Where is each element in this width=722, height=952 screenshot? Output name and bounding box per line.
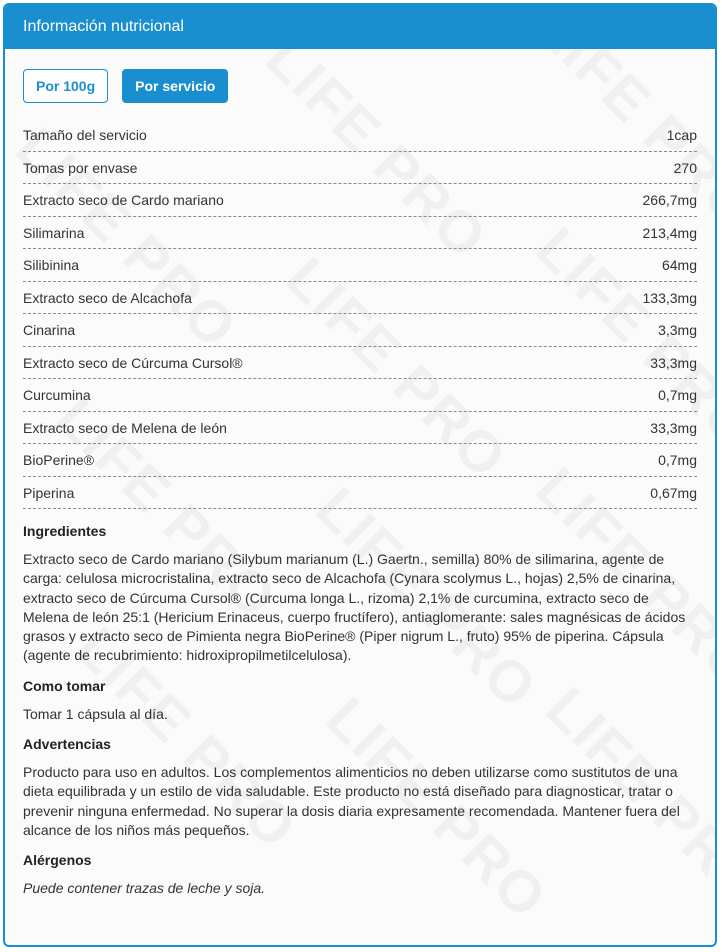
nutrient-value: 0,7mg	[658, 452, 697, 468]
panel-header	[5, 5, 715, 49]
warnings-text: Producto para uso en adultos. Los complementos alimenticios no deben utilizarse como sustitutos de una dieta equilibrada y un estilo de vida saludable. Este producto no está diseñado para diagnosticar, tratar o prevenir ninguna enfermedad. No superar la dosis diaria expresamente recomendada. Mantener fuera del alcance de los niños más pequeños.	[23, 764, 680, 838]
panel-title: Información nutricional	[23, 18, 184, 35]
usage-heading: Como tomar	[23, 677, 106, 694]
nutrient-name: Extracto seco de Melena de león	[23, 419, 227, 436]
warnings-heading: Advertencias	[23, 736, 111, 753]
table-row	[23, 249, 697, 282]
nutrient-value: 270	[673, 159, 697, 176]
table-row	[23, 477, 697, 510]
table-row	[23, 119, 697, 152]
nutrient-value: 266,7mg	[642, 192, 697, 208]
tab-per-100g[interactable]: Por 100g	[23, 69, 108, 103]
table-row	[23, 217, 697, 250]
table-row	[23, 412, 697, 445]
table-row	[23, 152, 697, 185]
usage-text: Tomar 1 cápsula al día.	[23, 705, 168, 722]
nutrient-name: Silibinina	[23, 257, 80, 273]
nutrient-value: 3,3mg	[658, 322, 697, 338]
table-row	[23, 347, 697, 380]
nutrient-value: 213,4mg	[642, 224, 697, 241]
nutrient-name: Extracto seco de Alcachofa	[23, 289, 192, 306]
nutrient-name: Cinarina	[23, 322, 76, 338]
ingredients-heading: Ingredientes	[23, 523, 107, 539]
table-row	[23, 379, 697, 412]
nutrient-value: 133,3mg	[642, 289, 697, 306]
nutrition-panel	[3, 3, 717, 947]
nutrient-name: BioPerine®	[23, 452, 95, 468]
nutrient-value: 1cap	[666, 127, 697, 143]
nutrient-name: Tomas por envase	[23, 159, 138, 176]
nutrient-value: 0,7mg	[658, 387, 697, 403]
nutrient-value: 33,3mg	[650, 354, 697, 371]
table-row	[23, 444, 697, 477]
allergens-heading: Alérgenos	[23, 852, 92, 869]
nutrient-name: Piperina	[23, 484, 75, 501]
table-row	[23, 184, 697, 217]
nutrient-value: 0,67mg	[650, 484, 697, 501]
allergens-text: Puede contener trazas de leche y soja.	[23, 880, 266, 897]
nutrient-name: Curcumina	[23, 387, 91, 403]
nutrient-value: 33,3mg	[650, 419, 697, 436]
nutrient-name: Tamaño del servicio	[23, 127, 147, 143]
nutrient-value: 64mg	[661, 257, 697, 273]
ingredients-text: Extracto seco de Cardo mariano (Silybum marianum (L.) Gaertn., semilla) 80% de silimarina, agente de carga: celulosa microcristalina, extracto seco de Alcachofa (Cynara scolymus L., hojas) 2,5% de cinarina, extracto seco de Cúrcuma Cursol® (Curcuma longa L., rizoma) 2,1% de curcumina, extracto seco de Melena de león 25:1 (Hericium Erinaceus, cuerpo fructífero), antiaglomerante: sales magnésicas de ácidos grasos y extracto seco de Pimienta negra BioPerine® (Piper nigrum L., fruto) 95% de piperina. Cápsula (agente de recubrimiento: hidroxipropilmetilcelulosa).	[23, 551, 686, 664]
nutrient-name: Silimarina	[23, 224, 85, 241]
nutrient-name: Extracto seco de Cúrcuma Cursol®	[23, 354, 243, 371]
panel-content	[5, 49, 715, 899]
table-row	[23, 314, 697, 347]
table-row	[23, 282, 697, 315]
nutrition-table	[23, 119, 697, 509]
nutrient-name: Extracto seco de Cardo mariano	[23, 192, 224, 208]
tab-per-serving[interactable]: Por servicio	[122, 69, 228, 103]
serving-tabs	[23, 49, 697, 103]
